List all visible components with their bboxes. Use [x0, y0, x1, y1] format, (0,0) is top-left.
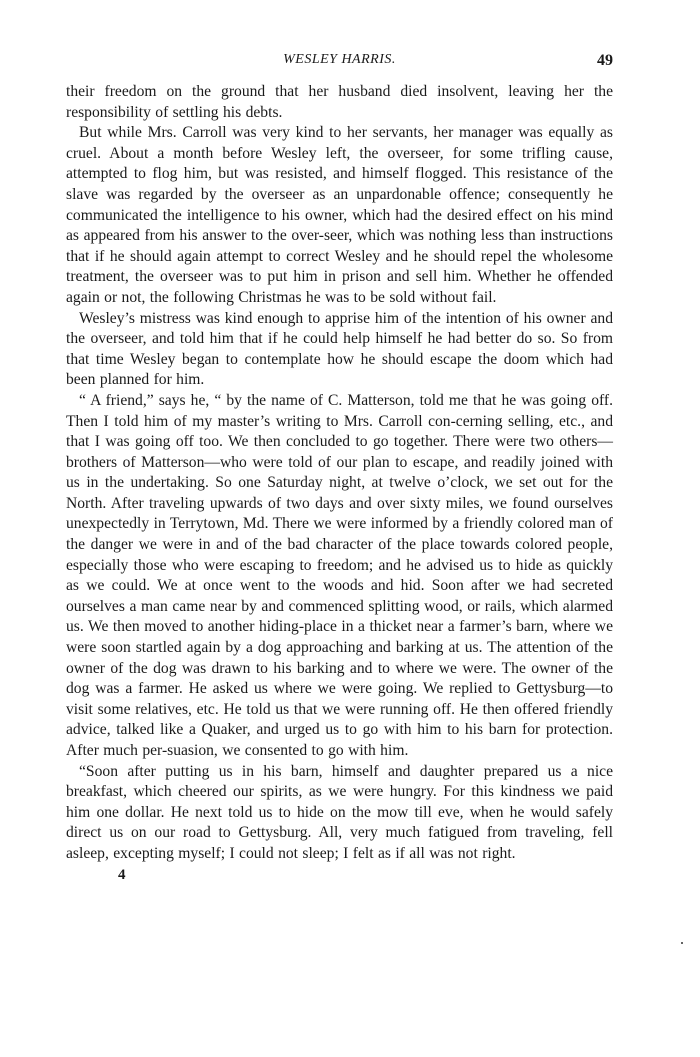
paragraph-barn-breakfast: “Soon after putting us in his barn, himself and daughter prepared us a nice breakfast, which cheered our spirits, as we were hungry. For this kindness we paid him one dollar. He next told us to hide on the mow till eve, when he would safely direct us on our road to Gettysburg. All, very much fatigued from traveling, fell asleep, excepting myself; I could not sleep; I felt as if all was not right. — [66, 762, 613, 862]
paragraph-mistress-warning: Wesley’s mistress was kind enough to apprise him of the intention of his owner and the overseer, and told him that if he could help himself he had better do so. So from that time Wesley began to contemplate how he should escape the doom which had been planned for him. — [66, 309, 613, 389]
running-title: WESLEY HARRIS. — [283, 52, 396, 67]
page-number: 49 — [597, 52, 613, 69]
margin-speck — [681, 942, 683, 944]
paragraph-continued: their freedom on the ground that her husband died insolvent, leaving her the responsibility of settling his debts. — [66, 83, 613, 121]
body-text — [66, 82, 613, 865]
paragraph-overseer: But while Mrs. Carroll was very kind to her servants, her manager was equally as cruel. About a month before Wesley left, the overseer, for some trifling cause, attempted to flog him, but was resisted, and himself flogged. This resistance of the slave was regarded by the overseer as an unpardonable offence; consequently he communicated the intelligence to his owner, which had the desired effect on his mind as appeared from his answer to the over-seer, which was nothing less than instructions that if he should again attempt to correct Wesley and he should repel the wholesome treatment, the overseer was to put him in prison and sell him. Whether he offended again or not, the following Christmas he was to be sold without fail. — [66, 124, 613, 306]
signature-mark: 4 — [118, 866, 126, 883]
paragraph-escape-narrative: “ A friend,” says he, “ by the name of C. Matterson, told me that he was going off. Then I told him of my master’s writing to Mrs. Carroll con-cerning selling, etc., and that I was going off too. We then concluded to go together. There were two others—brothers of Matterson—who were told of our plan to escape, and readily joined with us in the undertaking. So one Saturday night, at twelve o’clock, we set out for the North. After traveling upwards of two days and over sixty miles, we found ourselves unexpectedly in Terrytown, Md. There we were informed by a friendly colored man of the danger we were in and of the bad character of the place towards colored people, especially those who were escaping to freedom; and he advised us to hide as quickly as we could. We at once went to the woods and hid. Soon after we had secreted ourselves a man came near by and commenced splitting wood, or rails, which alarmed us. We then moved to another hiding-place in a thicket near a farmer’s barn, where we were soon startled again by a dog approaching and barking at us. The attention of the owner of the dog was drawn to his barking and to where we were. The owner of the dog was a farmer. He asked us where we were going. We replied to Gettysburg—to visit some relatives, etc. He told us that we were running off. He then offered friendly advice, talked like a Quaker, and urged us to go with him to his barn for protection. After much per-suasion, we consented to go with him. — [66, 391, 613, 759]
book-page — [66, 50, 613, 884]
running-head — [66, 50, 613, 76]
